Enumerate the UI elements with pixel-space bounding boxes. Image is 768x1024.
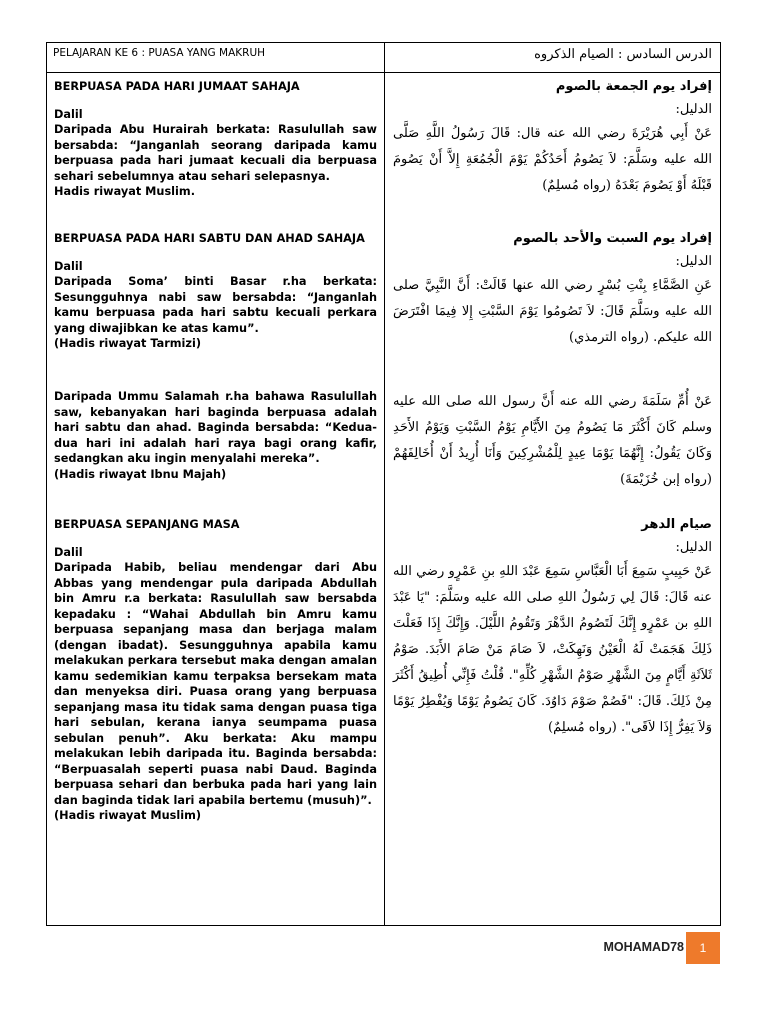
hadith-source: (Hadis riwayat Tarmizi) [54, 337, 202, 350]
dalil-label: الدليل: [675, 540, 712, 555]
section-title: صيام الدهر [641, 517, 712, 532]
section-ummu-salamah-arabic [393, 389, 712, 517]
section-title: BERPUASA SEPANJANG MASA [54, 518, 240, 531]
lesson-title-arabic: الدرس السادس : الصيام الذكروه [385, 43, 721, 73]
hadith-text: عَنْ أُمِّ سَلَمَةَ رضي الله عنه أَنَّ رسول الله صلى الله عليه وسلم كَانَ أَكْثَرَ مَا يَصُومُ مِنَ الأَيَّامِ يَوْمُ السَّبْتِ وَيَوْمُ الأَحَدِ وَكَانَ يَقُولُ: إِنَّهُمَا يَوْمَا عِيدٍ لِلْمُشْرِكِينَ وَأَنَا أُرِيدُ أَنْ أُخَالِفَهُمْ (رواه إبن خُزَيْمَةَ) [393, 394, 712, 487]
author-name: MOHAMAD78 [603, 940, 684, 954]
section-title: BERPUASA PADA HARI SABTU DAN AHAD SAHAJA [54, 232, 365, 245]
hadith-text: Daripada Habib, beliau mendengar dari Abu Abbas yang mendengar pula daripada Abdullah bin Amru r.a berkata: Rasulullah saw bersabda kepadaku : “Wahai Abdullah bin Amru kamu berpuasa sepanjang masa dan berjaga malam (dengan ibadat). Sesungguhnya apabila kamu melakukan perkara tersebut maka dengan amalan kamu sedemikian kamu terpaksa bersekam mata dan menyeksa diri. Puasa orang yang berpuasa sepanjang masa itu tidak sama dengan puasa tiga hari sebulan, kerana ianya seumpama puasa sebulan penuh”. Aku berkata: Aku mampu melakukan lebih daripada itu. Baginda bersabda: “Berpuasalah seperti puasa nabi Daud. Baginda berpuasa sehari dan berbuka pada hari yang lain dan baginda tidak lari apabila bertemu (musuh)”. [54, 561, 377, 807]
lesson-title-malay: PELAJARAN KE 6 : PUASA YANG MAKRUH [47, 43, 385, 73]
section-title: إفراد يوم الجمعة بالصوم [555, 79, 712, 94]
section-ummu-salamah-malay [54, 389, 377, 517]
page-number-badge: 1 [686, 932, 720, 964]
hadith-source: (Hadis riwayat Ibnu Majah) [54, 467, 227, 481]
hadith-text: Daripada Abu Hurairah berkata: Rasulullah saw bersabda: “Janganlah seorang daripada kamu berpuasa pada hari jumaat kecuali dia berpuasa sehari sebelumnya atau sehari selepasnya. [54, 123, 377, 183]
section-saturday-sunday-arabic [393, 231, 712, 389]
dalil-label: الدليل: [675, 102, 712, 117]
section-continuous-fasting-malay [54, 517, 377, 824]
content-row [47, 73, 721, 926]
malay-column [47, 73, 385, 926]
section-saturday-sunday-malay [54, 231, 377, 389]
section-title: BERPUASA PADA HARI JUMAAT SAHAJA [54, 80, 300, 93]
dalil-label: الدليل: [675, 254, 712, 269]
hadith-text: عَنِ الصَّمَّاءِ بِنْتِ بُسْرٍ رضي الله عنها قَالَتْ: أَنَّ النَّبِيَّ صلى الله عليه وسَلَّمَ قَالَ: لاَ تَصُومُوا يَوْمَ السَّبْتِ إِلا فِيمَا افْتَرَضَ الله عليكم. (رواه الترمذي) [393, 278, 712, 345]
section-continuous-fasting-arabic [393, 517, 712, 741]
hadith-source: Hadis riwayat Muslim. [54, 185, 195, 198]
dalil-label: Dalil [54, 107, 83, 121]
hadith-text: Daripada Ummu Salamah r.ha bahawa Rasulullah saw, kebanyakan hari baginda berpuasa adalah hari sabtu dan ahad. Baginda bersabda: “Kedua-dua hari ini adalah hari raya bagi orang kafir, sedangkan aku ingin menyalahi mereka”. [54, 390, 377, 465]
dalil-label: Dalil [54, 545, 83, 559]
header-row [47, 43, 721, 73]
arabic-column [385, 73, 721, 926]
hadith-text: عَنْ حَبِيبٍ سَمِعَ أَبَا الْعَبَّاسِ سَمِعَ عَبْدَ اللهِ بنِ عَمْرٍو رضي الله عنه قَالَ: قَالَ لِي رَسُولُ اللهِ صلى الله عليه وسَلَّمَ: "يَا عَبْدَ اللهِ بن عَمْرٍو إِنَّكَ لَتَصُومُ الدَّهْرَ وَتَقُومُ اللَّيْلَ. وَإِنَّكَ إِذَا فَعَلْتَ ذَلِكَ هَجَمَتْ لَهُ الْعَيْنُ وَنَهِكَتْ، لاَ صَامَ مَنْ صَامَ الأَبَدَ. صَوْمُ ثَلاَثَةِ أَيَّامٍ مِنَ الشَّهْرِ صَوْمُ الشَّهْرِ كُلِّهِ". قُلْتُ فَإِنِّي أُطِيقُ أَكْثَرَ مِنْ ذَلِكَ. قَالَ: "فَصُمْ صَوْمَ دَاوُدَ. كَانَ يَصُومُ يَوْمًا وَيُفْطِرُ يَوْمًا وَلاَ يَفِرُّ إِذَا لاَقَى". (رواه مُسلِمٌ) [393, 564, 712, 735]
hadith-text: عَنْ أَبِي هُرَيْرَةَ رضي الله عنه قال: قَالَ رَسُولُ اللَّهِ صَلَّى الله عليه وسَلَّمَ: لاَ يَصُومُ أَحَدُكُمْ يَوْمَ الْجُمُعَةِ إِلاَّ أَنْ يَصُومَ قَبْلَهُ أَوْ يَصُومَ بَعْدَهُ (رواه مُسلِمٌ) [393, 126, 712, 193]
page-footer [0, 930, 768, 970]
lesson-table [46, 42, 721, 926]
dalil-label: Dalil [54, 259, 83, 273]
hadith-text: Daripada Soma’ binti Basar r.ha berkata: Sesungguhnya nabi saw bersabda: “Janganlah kamu berpuasa pada hari sabtu kecuali perkara yang diwajibkan ke atas kamu”. [54, 275, 377, 335]
hadith-source: (Hadis riwayat Muslim) [54, 809, 202, 822]
section-title: إفراد يوم السبت والأحد بالصوم [513, 231, 712, 246]
section-friday-malay [54, 79, 377, 231]
section-friday-arabic [393, 79, 712, 231]
